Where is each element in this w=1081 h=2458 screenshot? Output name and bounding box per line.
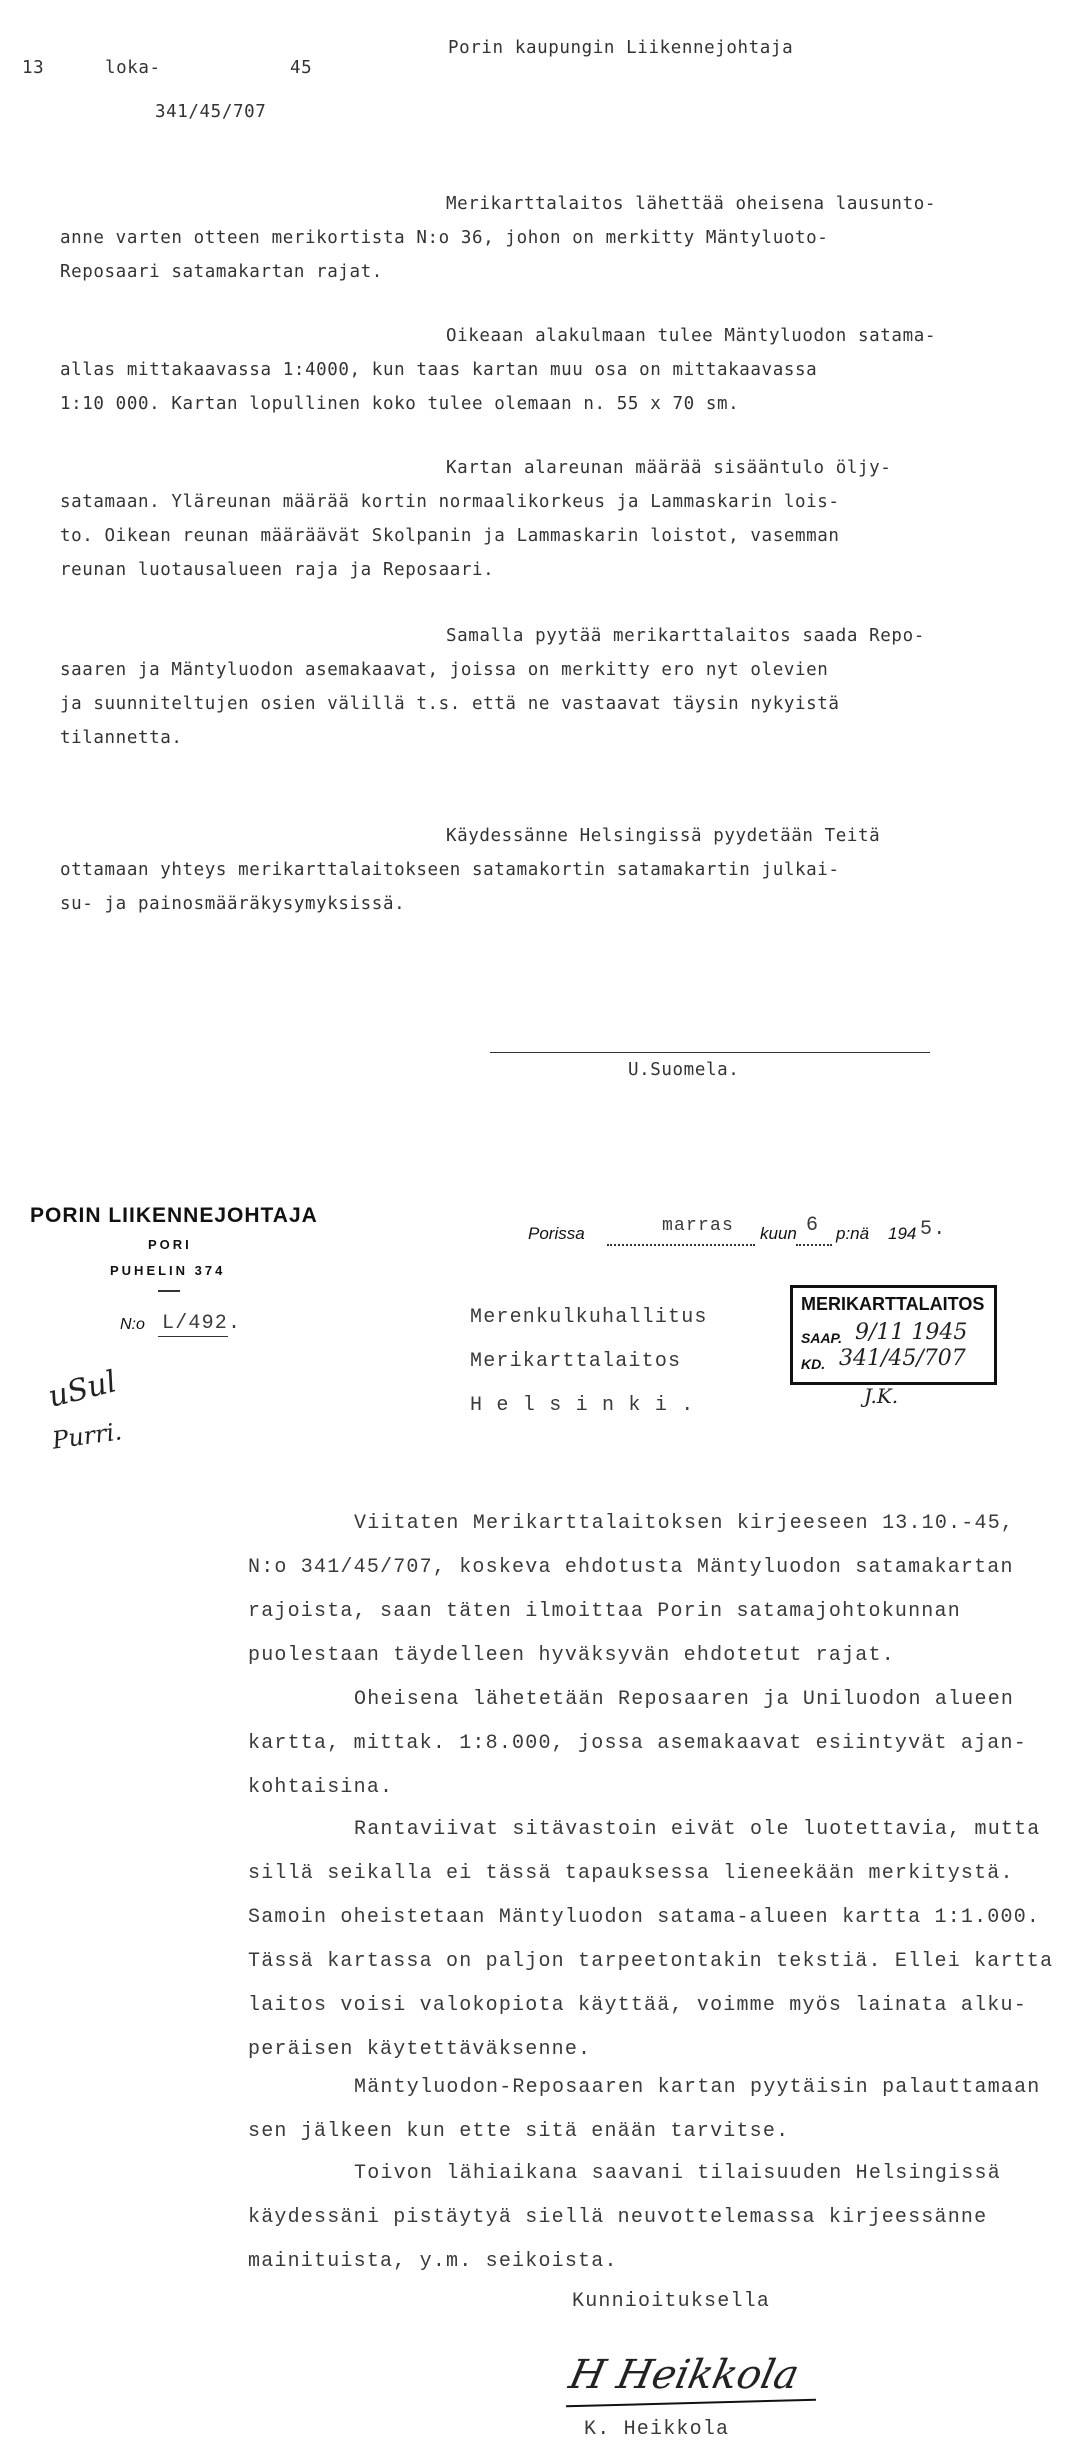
signature-underline (566, 2399, 816, 2408)
text-line: ottamaan yhteys merikarttalaitokseen satamakortin satamakartin julkai- (60, 860, 840, 880)
stamp-kd-value: 341/45/707 (839, 1346, 966, 1371)
text-line: Käydessänne Helsingissä pyydetään Teitä (446, 826, 881, 846)
text-line: Oheisena lähetetään Reposaaren ja Uniluodon alueen (354, 1688, 1015, 1711)
stamp-initials: J.K. (864, 1384, 899, 1408)
dateline-year-prefix: 194 (888, 1224, 917, 1243)
letterhead-divider (158, 1290, 180, 1292)
text-line: kohtaisina. (248, 1776, 394, 1799)
text-line: to. Oikean reunan määräävät Skolpanin ja Lammaskarin loistot, vasemman (60, 526, 840, 546)
text-line: tilannetta. (60, 728, 183, 748)
text-line: Kartan alareunan määrää sisääntulo öljy- (446, 458, 892, 478)
text-line: Reposaari satamakartan rajat. (60, 262, 383, 282)
text-line: Samalla pyytää merikarttalaitos saada Repo- (446, 626, 925, 646)
text-line: rajoista, saan täten ilmoittaa Porin satamajohtokunnan (248, 1600, 961, 1623)
text-line: Merikarttalaitos lähettää oheisena lausunto- (446, 194, 936, 214)
dateline-month: marras (662, 1216, 735, 1236)
text-line: käydessäni pistäytyä siellä neuvottelemassa kirjeessänne (248, 2206, 988, 2229)
letter-number-underline (158, 1336, 228, 1337)
recipient-line: H e l s i n k i . (470, 1394, 695, 1417)
margin-note: Purri. (50, 1417, 124, 1455)
text-line: ja suunniteltujen osien välillä t.s. että ne vastaavat täysin nykyistä (60, 694, 840, 714)
dateline-day: 6 (806, 1214, 820, 1237)
letter-number-value: L/492. (162, 1312, 242, 1335)
closing: Kunnioituksella (572, 2290, 771, 2313)
stamp-title: MERIKARTTALAITOS (801, 1294, 985, 1314)
stamp-kd-label: KD. (801, 1356, 826, 1372)
text-line: Oikeaan alakulmaan tulee Mäntyluodon satama- (446, 326, 936, 346)
text-line: Samoin oheistetaan Mäntyluodon satama-alueen kartta 1:1.000. (248, 1906, 1041, 1929)
margin-note: uSul (44, 1364, 121, 1415)
text-line: su- ja painosmääräkysymyksissä. (60, 894, 406, 914)
text-line: satamaan. Yläreunan määrää kortin normaalikorkeus ja Lammaskarin lois- (60, 492, 840, 512)
signature: U.Suomela. (628, 1060, 740, 1080)
signature-line (490, 1052, 930, 1053)
recipient-line: Merenkulkuhallitus (470, 1306, 708, 1329)
reference-number: 341/45/707 (155, 102, 267, 122)
text-line: N:o 341/45/707, koskeva ehdotusta Mäntyluodon satamakartan (248, 1556, 1014, 1579)
recipient-line: Merikarttalaitos (470, 1350, 682, 1373)
letterhead-org: PORIN LIIKENNEJOHTAJA (30, 1204, 318, 1227)
letterhead-phone: PUHELIN 374 (110, 1263, 226, 1278)
dateline-kuun: kuun (760, 1224, 797, 1243)
text-line: anne varten otteen merikortista N:o 36, johon on merkitty Mäntyluoto- (60, 228, 829, 248)
dateline-day-line (796, 1244, 832, 1246)
text-line: sillä seikalla ei tässä tapauksessa lieneekään merkitystä. (248, 1862, 1014, 1885)
text-line: laitos voisi valokopiota käyttää, voimme myös lainata alku- (248, 1994, 1027, 2017)
text-line: mainituista, y.m. seikoista. (248, 2250, 618, 2273)
text-line: Rantaviivat sitävastoin eivät ole luotettavia, mutta (354, 1818, 1041, 1841)
dateline-month-line (607, 1244, 755, 1246)
handwritten-signature: H Heikkola (565, 2352, 804, 2398)
text-line: Mäntyluodon-Reposaaren kartan pyytäisin palauttamaan (354, 2076, 1041, 2099)
letter-number-label: N:o (120, 1316, 145, 1333)
text-line: sen jälkeen kun ette sitä enään tarvitse. (248, 2120, 790, 2143)
dateline-place: Porissa (528, 1224, 585, 1243)
text-line: peräisen käytettäväksenne. (248, 2038, 592, 2061)
text-line: 1:10 000. Kartan lopullinen koko tulee olemaan n. 55 x 70 sm. (60, 394, 740, 414)
received-stamp (790, 1285, 997, 1385)
text-line: saaren ja Mäntyluodon asemakaavat, joissa on merkitty ero nyt olevien (60, 660, 829, 680)
signer-name: K. Heikkola (584, 2418, 730, 2441)
date-year: 45 (290, 58, 313, 78)
dateline-year-suffix: 5. (920, 1218, 947, 1241)
dateline-pna: p:nä (836, 1224, 870, 1243)
text-line: allas mittakaavassa 1:4000, kun taas kartan muu osa on mittakaavassa (60, 360, 818, 380)
recipient: Porin kaupungin Liikennejohtaja (448, 38, 794, 58)
letterhead-city: PORI (148, 1237, 192, 1252)
text-line: puolestaan täydelleen hyväksyvän ehdotetut rajat. (248, 1644, 895, 1667)
date-day: 13 (22, 58, 45, 78)
text-line: kartta, mittak. 1:8.000, jossa asemakaavat esiintyvät ajan- (248, 1732, 1027, 1755)
text-line: Tässä kartassa on paljon tarpeetontakin tekstiä. Ellei kartta (248, 1950, 1054, 1973)
text-line: reunan luotausalueen raja ja Reposaari. (60, 560, 495, 580)
text-line: Toivon lähiaikana saavani tilaisuuden Helsingissä (354, 2162, 1001, 2185)
date-month: loka- (105, 58, 161, 78)
stamp-saap-value: 9/11 1945 (855, 1320, 968, 1345)
text-line: Viitaten Merikarttalaitoksen kirjeeseen 13.10.-45, (354, 1512, 1015, 1535)
stamp-saap-label: SAAP. (801, 1330, 842, 1346)
